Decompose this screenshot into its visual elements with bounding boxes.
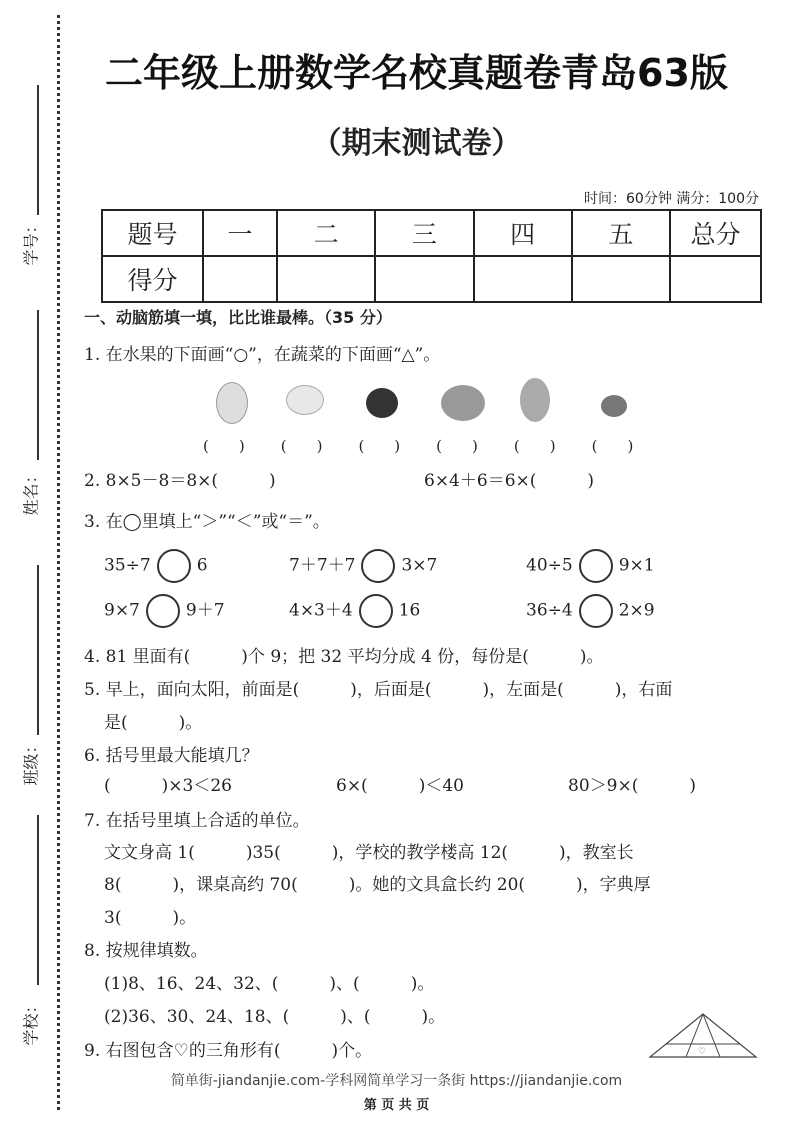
q8-line: (1)8、16、24、32、( )、( )。 (104, 974, 435, 994)
svg-text:♡: ♡ (698, 1047, 707, 1057)
banana-image (286, 385, 324, 415)
score-cell[interactable] (277, 256, 375, 302)
header-cell: 一 (203, 210, 277, 256)
score-cell[interactable] (203, 256, 277, 302)
q8-line: (2)36、30、24、18、( )、( )。 (104, 1007, 446, 1027)
name-line (37, 310, 39, 460)
compare-circle[interactable] (579, 594, 613, 628)
eggplant-image (366, 388, 398, 418)
school-label: 学校： (21, 997, 41, 1046)
question-5: 5. 早上，面向太阳，前面是( )，后面是( )，左面是( )，右面 (84, 680, 673, 700)
question-2b: 6×4＋6＝6×( ) (424, 471, 595, 491)
header-cell: 二 (277, 210, 375, 256)
compare-circle[interactable] (146, 594, 180, 628)
header-cell: 三 (375, 210, 473, 256)
score-cell[interactable] (474, 256, 572, 302)
strawberry-image (601, 395, 627, 417)
compare-item: 9×7 9＋7 (104, 594, 225, 628)
score-cell[interactable] (375, 256, 473, 302)
q6-item: ( )×3＜26 (104, 776, 232, 796)
blank[interactable]: ( ) (436, 437, 478, 455)
section-1-heading: 一、动脑筋填一填，比比谁最棒。（35 分） (84, 308, 392, 327)
blank[interactable]: ( ) (203, 437, 245, 455)
page-number: 第 页 共 页 (363, 1098, 430, 1113)
score-table (101, 209, 762, 303)
compare-circle[interactable] (579, 549, 613, 583)
blank[interactable]: ( ) (358, 437, 401, 455)
blank[interactable]: ( ) (591, 437, 634, 455)
header-cell: 题号 (102, 210, 203, 256)
row-label: 得分 (102, 256, 203, 302)
pineapple-image (520, 378, 550, 422)
header-cell: 四 (474, 210, 572, 256)
question-6: 6. 括号里最大能填几？ (84, 746, 259, 766)
question-7: 7. 在括号里填上合适的单位。 (84, 811, 310, 831)
blank[interactable]: ( ) (280, 437, 323, 455)
page-subtitle: （期末测试卷） (311, 126, 522, 161)
compare-circle[interactable] (361, 549, 395, 583)
compare-circle[interactable] (157, 549, 191, 583)
class-line (37, 565, 39, 735)
question-4: 4. 81 里面有( )个 9；把 32 平均分成 4 份，每份是( )。 (84, 647, 604, 667)
blank[interactable]: ( ) (513, 437, 556, 455)
time-info: 时间：60分钟 满分：100分 (584, 191, 759, 207)
q6-item: 80＞9×( ) (568, 776, 696, 796)
compare-item: 4×3＋4 16 (289, 594, 420, 628)
class-label: 班级： (21, 737, 41, 786)
pear-image (216, 382, 248, 424)
footer-text: 简单街-jiandanjie.com-学科网简单学习一条街 https://jiandanjie.com (170, 1073, 623, 1089)
question-1: 1. 在水果的下面画“○”，在蔬菜的下面画“△”。 (84, 345, 441, 365)
q7-line: 8( )，课桌高约 70( )。她的文具盒长约 20( )，字典厚 (104, 875, 651, 895)
score-cell[interactable] (670, 256, 761, 302)
page-title: 二年级上册数学名校真题卷青岛63版 (105, 51, 728, 95)
question-3: 3. 在◯里填上“＞”“＜”或“＝”。 (84, 512, 330, 532)
q7-line: 文文身高 1( )35( )，学校的教学楼高 12( )，教室长 (104, 843, 634, 863)
student-id-label: 学号： (21, 217, 41, 266)
q7-line: 3( )。 (104, 908, 197, 928)
school-line (37, 815, 39, 985)
header-cell: 总分 (670, 210, 761, 256)
question-5-cont: 是( )。 (104, 713, 203, 733)
compare-item: 35÷7 6 (104, 549, 208, 583)
compare-item: 40÷5 9×1 (526, 549, 655, 583)
score-cell[interactable] (572, 256, 670, 302)
compare-circle[interactable] (359, 594, 393, 628)
triangle-figure (648, 1012, 758, 1060)
question-8: 8. 按规律填数。 (84, 941, 208, 961)
name-label: 姓名： (21, 467, 41, 516)
question-2a: 2. 8×5－8＝8×( ) (84, 471, 276, 491)
question-9: 9. 右图包含♡的三角形有( )个。 (84, 1041, 373, 1061)
pumpkin-image (441, 385, 485, 421)
binding-line (57, 15, 60, 1110)
compare-item: 36÷4 2×9 (526, 594, 655, 628)
compare-item: 7＋7＋7 3×7 (289, 549, 437, 583)
q1-blanks (203, 435, 633, 456)
header-cell: 五 (572, 210, 670, 256)
q6-item: 6×( )＜40 (336, 776, 464, 796)
